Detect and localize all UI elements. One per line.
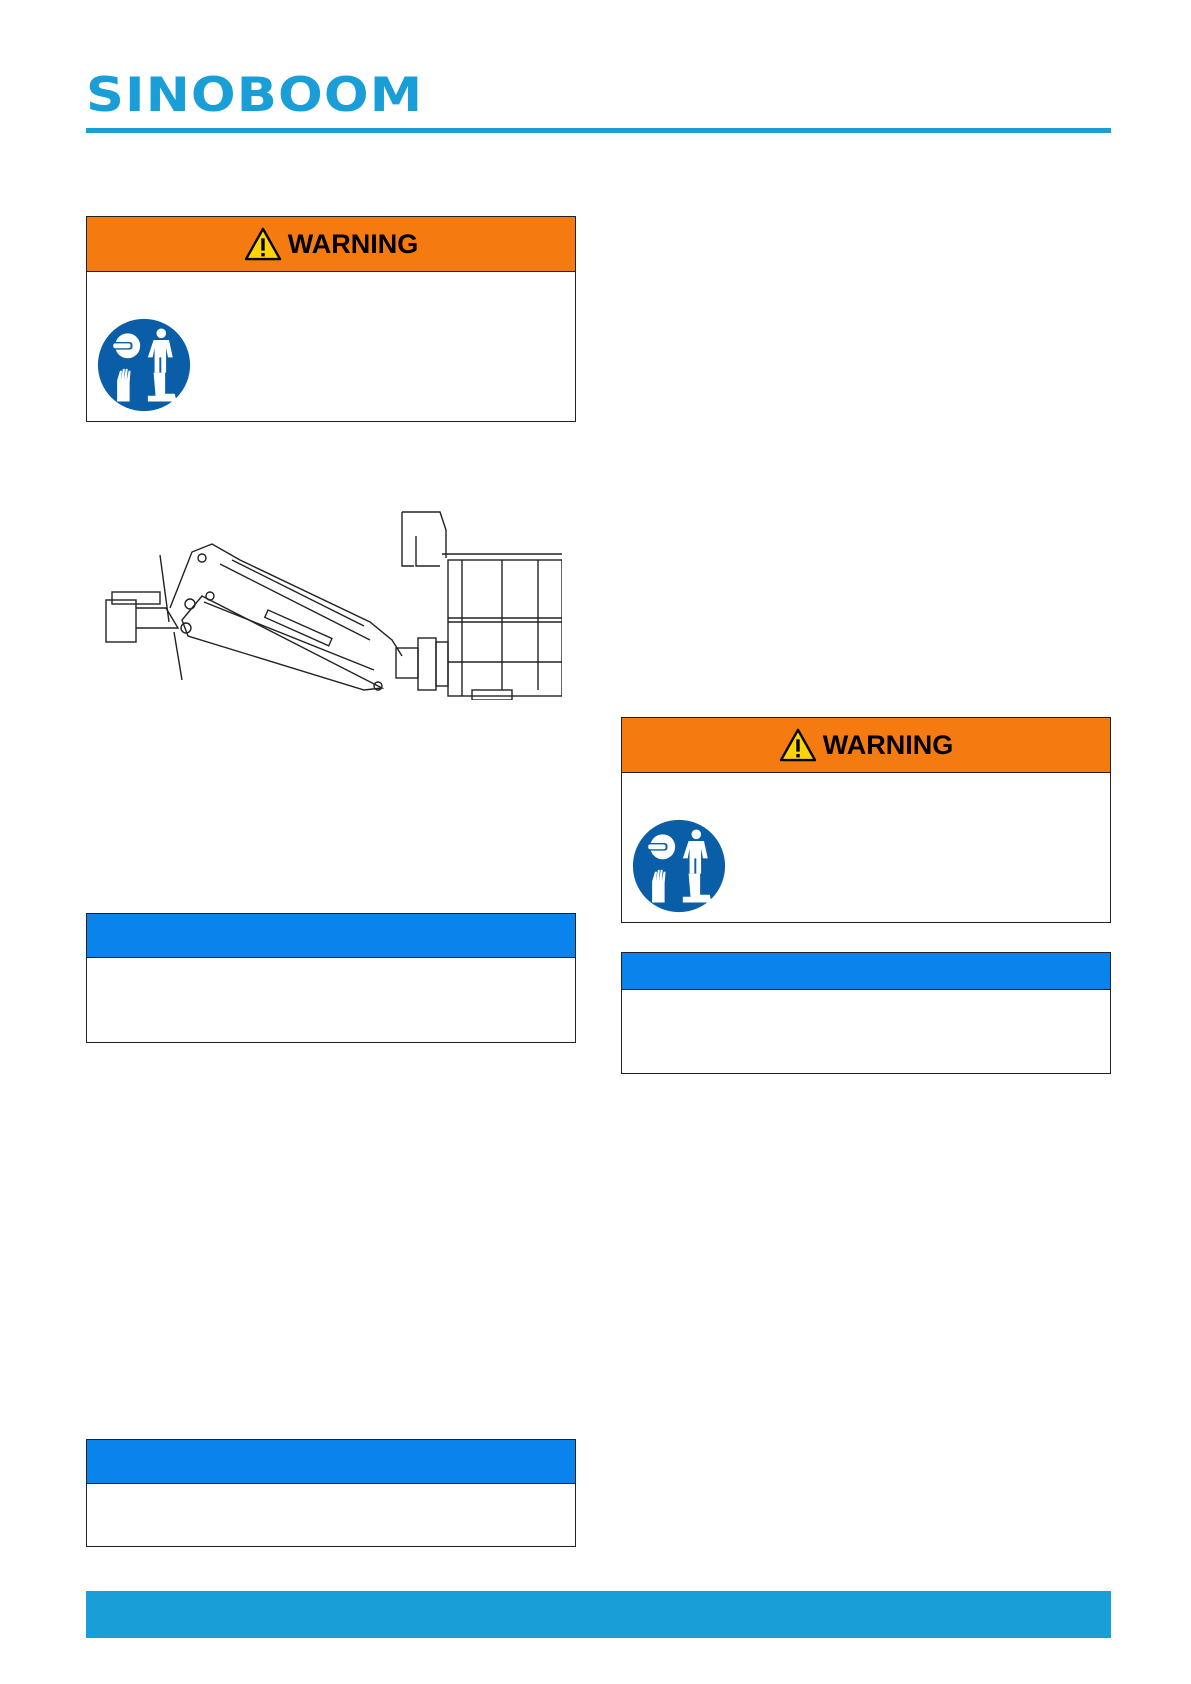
sinoboom-logo: SINOBOOM (86, 68, 424, 123)
warning-box-right (621, 717, 1111, 923)
platform-boom-diagram (102, 500, 562, 700)
ppe-mandatory-icon (96, 317, 192, 413)
note-header (87, 1440, 575, 1484)
note-header (87, 914, 575, 958)
warning-triangle-icon (244, 227, 282, 261)
ppe-mandatory-icon (631, 818, 727, 914)
note-box-left-upper (86, 913, 576, 1043)
note-header (622, 953, 1110, 990)
warning-header (622, 718, 1110, 773)
warning-header (87, 217, 575, 272)
note-box-left-lower (86, 1439, 576, 1547)
footer-bar (86, 1591, 1111, 1638)
warning-label: WARNING (287, 228, 419, 259)
header-rule (86, 128, 1111, 133)
warning-box-left (86, 216, 576, 422)
note-box-right (621, 952, 1111, 1074)
warning-triangle-icon (779, 728, 817, 762)
warning-label: WARNING (822, 729, 954, 760)
